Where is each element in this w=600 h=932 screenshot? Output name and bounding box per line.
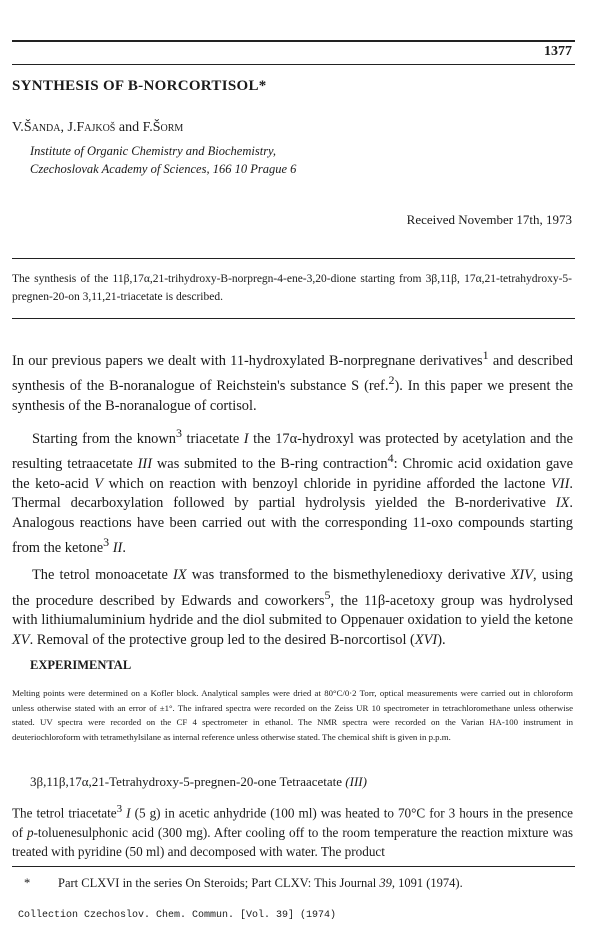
experimental-text: The tetrol triacetate$^3$ I (5 g) in acetic anhydride (100 ml) was heated to 70°C for 3 hours in the presence of p-toluenesulphonic acid (300 mg). After cooling off to the room temperature the reaction mixture was treated with pyridine (50 ml) and decomposed with water. The product: [12, 803, 574, 860]
affiliation-line-1: Institute of Organic Chemistry and Biochemistry,: [30, 144, 277, 158]
header-rule: [12, 64, 575, 65]
paragraph-2: Starting from the known$^3$ triacetate I the 17α-hydroxyl was protected by acetylation and the resulting tetraacetate III was submited to the B-ring contraction$^4$: Chromic acid oxidation gave the keto-acid V which on reaction with benzoyl chloride in pyridine afforded the lactone VII. Thermal decarboxylation followed by partial hydrolysis yielded the B-norderivative IX. Analogous reactions have been carried out with the corresponding 11-oxo compounds starting from the ketone$^3$ II.: [12, 426, 573, 556]
footnote: * Part CLXVI in the series On Steroids; Part CLXV: This Journal 39, 1091 (1974).: [24, 876, 463, 890]
author-1: V.Šanda: [12, 120, 61, 135]
page-number: 1377: [544, 44, 572, 59]
compound-heading: 3β,11β,17α,21-Tetrahydroxy-5-pregnen-20-one Tetraacetate (III): [30, 774, 367, 789]
footnote-rule: [12, 866, 575, 867]
paragraph-3: The tetrol monoacetate IX was transformed to the bismethylenedioxy derivative XIV, using the procedure described by Edwards and coworkers$^5$, the 11β-acetoxy group was hydrolysed with lithiumaluminium hydride and the diol submited to Oppenauer oxidation to yield the ketone XV. Removal of the protective group led to the desired B-norcortisol (XVI).: [12, 567, 573, 648]
author-3: F.Šorm: [142, 120, 184, 135]
experimental-heading: EXPERIMENTAL: [30, 658, 132, 672]
footnote-mark: *: [24, 876, 31, 890]
affiliation: [30, 142, 296, 178]
paragraph-1: In our previous papers we dealt with 11-hydroxylated B-norpregnane derivatives$^1$ and described synthesis of the B-noranalogue of Reichstein's substance S (ref.$^2$). In this paper we present the synthesis of the B-noranalogue of cortisol.: [12, 348, 573, 414]
top-rule: [12, 40, 575, 42]
abstract-top-rule: [12, 258, 575, 259]
abstract-bottom-rule: [12, 318, 575, 319]
article-title: SYNTHESIS OF B-NORCORTISOL*: [12, 78, 267, 94]
affiliation-line-2: Czechoslovak Academy of Sciences, 166 10 Prague 6: [30, 162, 297, 176]
main-text: [12, 346, 573, 658]
journal-footer: Collection Czechoslov. Chem. Commun. [Vol. 39] (1974): [18, 910, 337, 921]
author-2: J.Fajkoš: [67, 120, 116, 135]
received-date: Received November 17th, 1973: [406, 212, 572, 227]
author-list: V.Šanda, J.Fajkoš and F.Šorm: [12, 120, 184, 135]
experimental-note: Melting points were determined on a Kofler block. Analytical samples were dried at 80°C/0·2 Torr, optical measurements were carried out in chloroform unless otherwise stated with an error of ±1°. The infrared spectra were recorded on the Zeiss UR 10 spectrometer in tetrachloromethane unless otherwise stated. UV spectra were recorded on the CF 4 spectrometer in ethanol. The NMR spectra were recorded on the Varian HA-100 instrument in deuteriochloroform with tetramethylsilane as internal reference unless otherwise stated. The chemical shift is given in p.p.m.: [12, 688, 573, 742]
abstract: The synthesis of the 11β,17α,21-trihydroxy-B-norpregn-4-ene-3,20-dione starting from 3β,11β, 17α,21-tetrahydroxy-5-pregnen-20-on 3,11,21-triacetate is described.: [12, 273, 572, 303]
